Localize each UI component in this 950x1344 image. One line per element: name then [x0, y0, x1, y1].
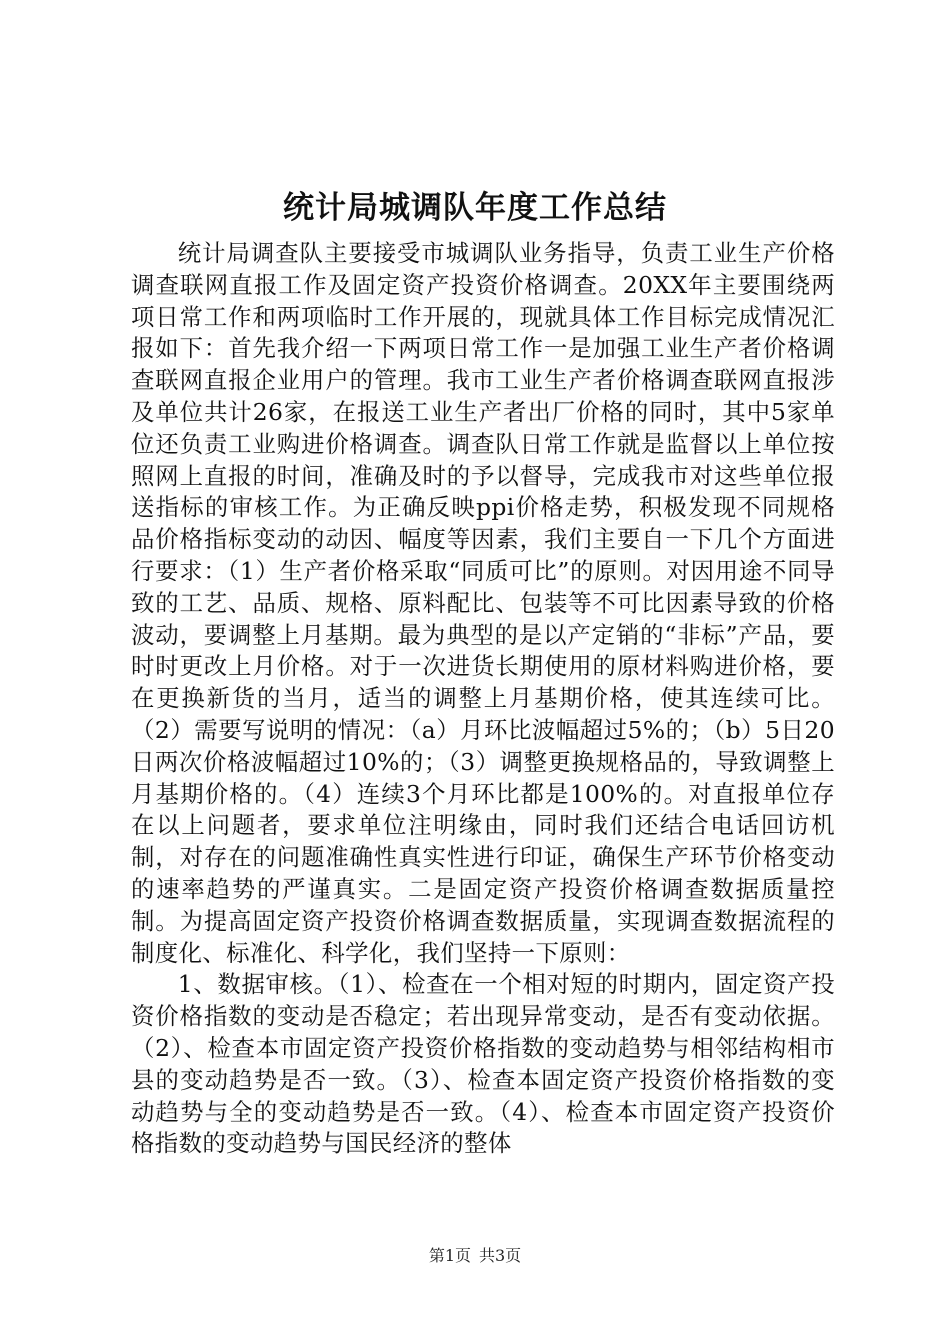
body-paragraph: 统计局调查队主要接受市城调队业务指导，负责工业生产价格调查联网直报工作及固定资产投资价格调查。20XX年主要围绕两项日常工作和两项临时工作开展的，现就具体工作目标完成情况汇报如下：首先我介绍一下两项日常工作一是加强工业生产者价格调查联网直报企业用户的管理。我市工业生产者价格调查联网直报涉及单位共计26家，在报送工业生产者出厂价格的同时，其中5家单位还负责工业购进价格调查。调查队日常工作就是监督以上单位按照网上直报的时间，准确及时的予以督导，完成我市对这些单位报送指标的审核工作。为正确反映ppi价格走势，积极发现不同规格品价格指标变动的动因、幅度等因素，我们主要自一下几个方面进行要求：（1）生产者价格采取“同质可比”的原则。对因用途不同导致的工艺、品质、规格、原料配比、包装等不可比因素导致的价格波动，要调整上月基期。最为典型的是以产定销的“非标”产品，要时时更改上月价格。对于一次进货长期使用的原材料购进价格，要在更换新货的当月，适当的调整上月基期价格，使其连续可比。（2）需要写说明的情况：（a）月环比波幅超过5%的；（b）5日20日两次价格波幅超过10%的；（3）调整更换规格品的，导致调整上月基期价格的。（4）连续3个月环比都是100%的。对直报单位存在以上问题者，要求单位注明缘由，同时我们还结合电话回访机制，对存在的问题准确性真实性进行印证，确保生产环节价格变动的速率趋势的严谨真实。二是固定资产投资价格调查数据质量控制。为提高固定资产投资价格调查数据质量，实现调查数据流程的制度化、标准化、科学化，我们坚持一下原则：	[131, 239, 835, 967]
document-body	[131, 238, 835, 1160]
body-paragraph: 1、数据审核。（1）、检查在一个相对短的时期内，固定资产投资价格指数的变动是否稳定；若出现异常变动，是否有变动依据。（2）、检查本市固定资产投资价格指数的变动趋势与相邻结构相市县的变动趋势是否一致。（3）、检查本固定资产投资价格指数的变动趋势与全的变动趋势是否一致。（4）、检查本市固定资产投资价格指数的变动趋势与国民经济的整体	[131, 970, 835, 1158]
page-footer	[0, 1245, 950, 1267]
page-number: 第1页	[428, 1246, 471, 1265]
document-title: 统计局城调队年度工作总结	[283, 190, 667, 226]
page-total: 共3页	[479, 1246, 522, 1265]
